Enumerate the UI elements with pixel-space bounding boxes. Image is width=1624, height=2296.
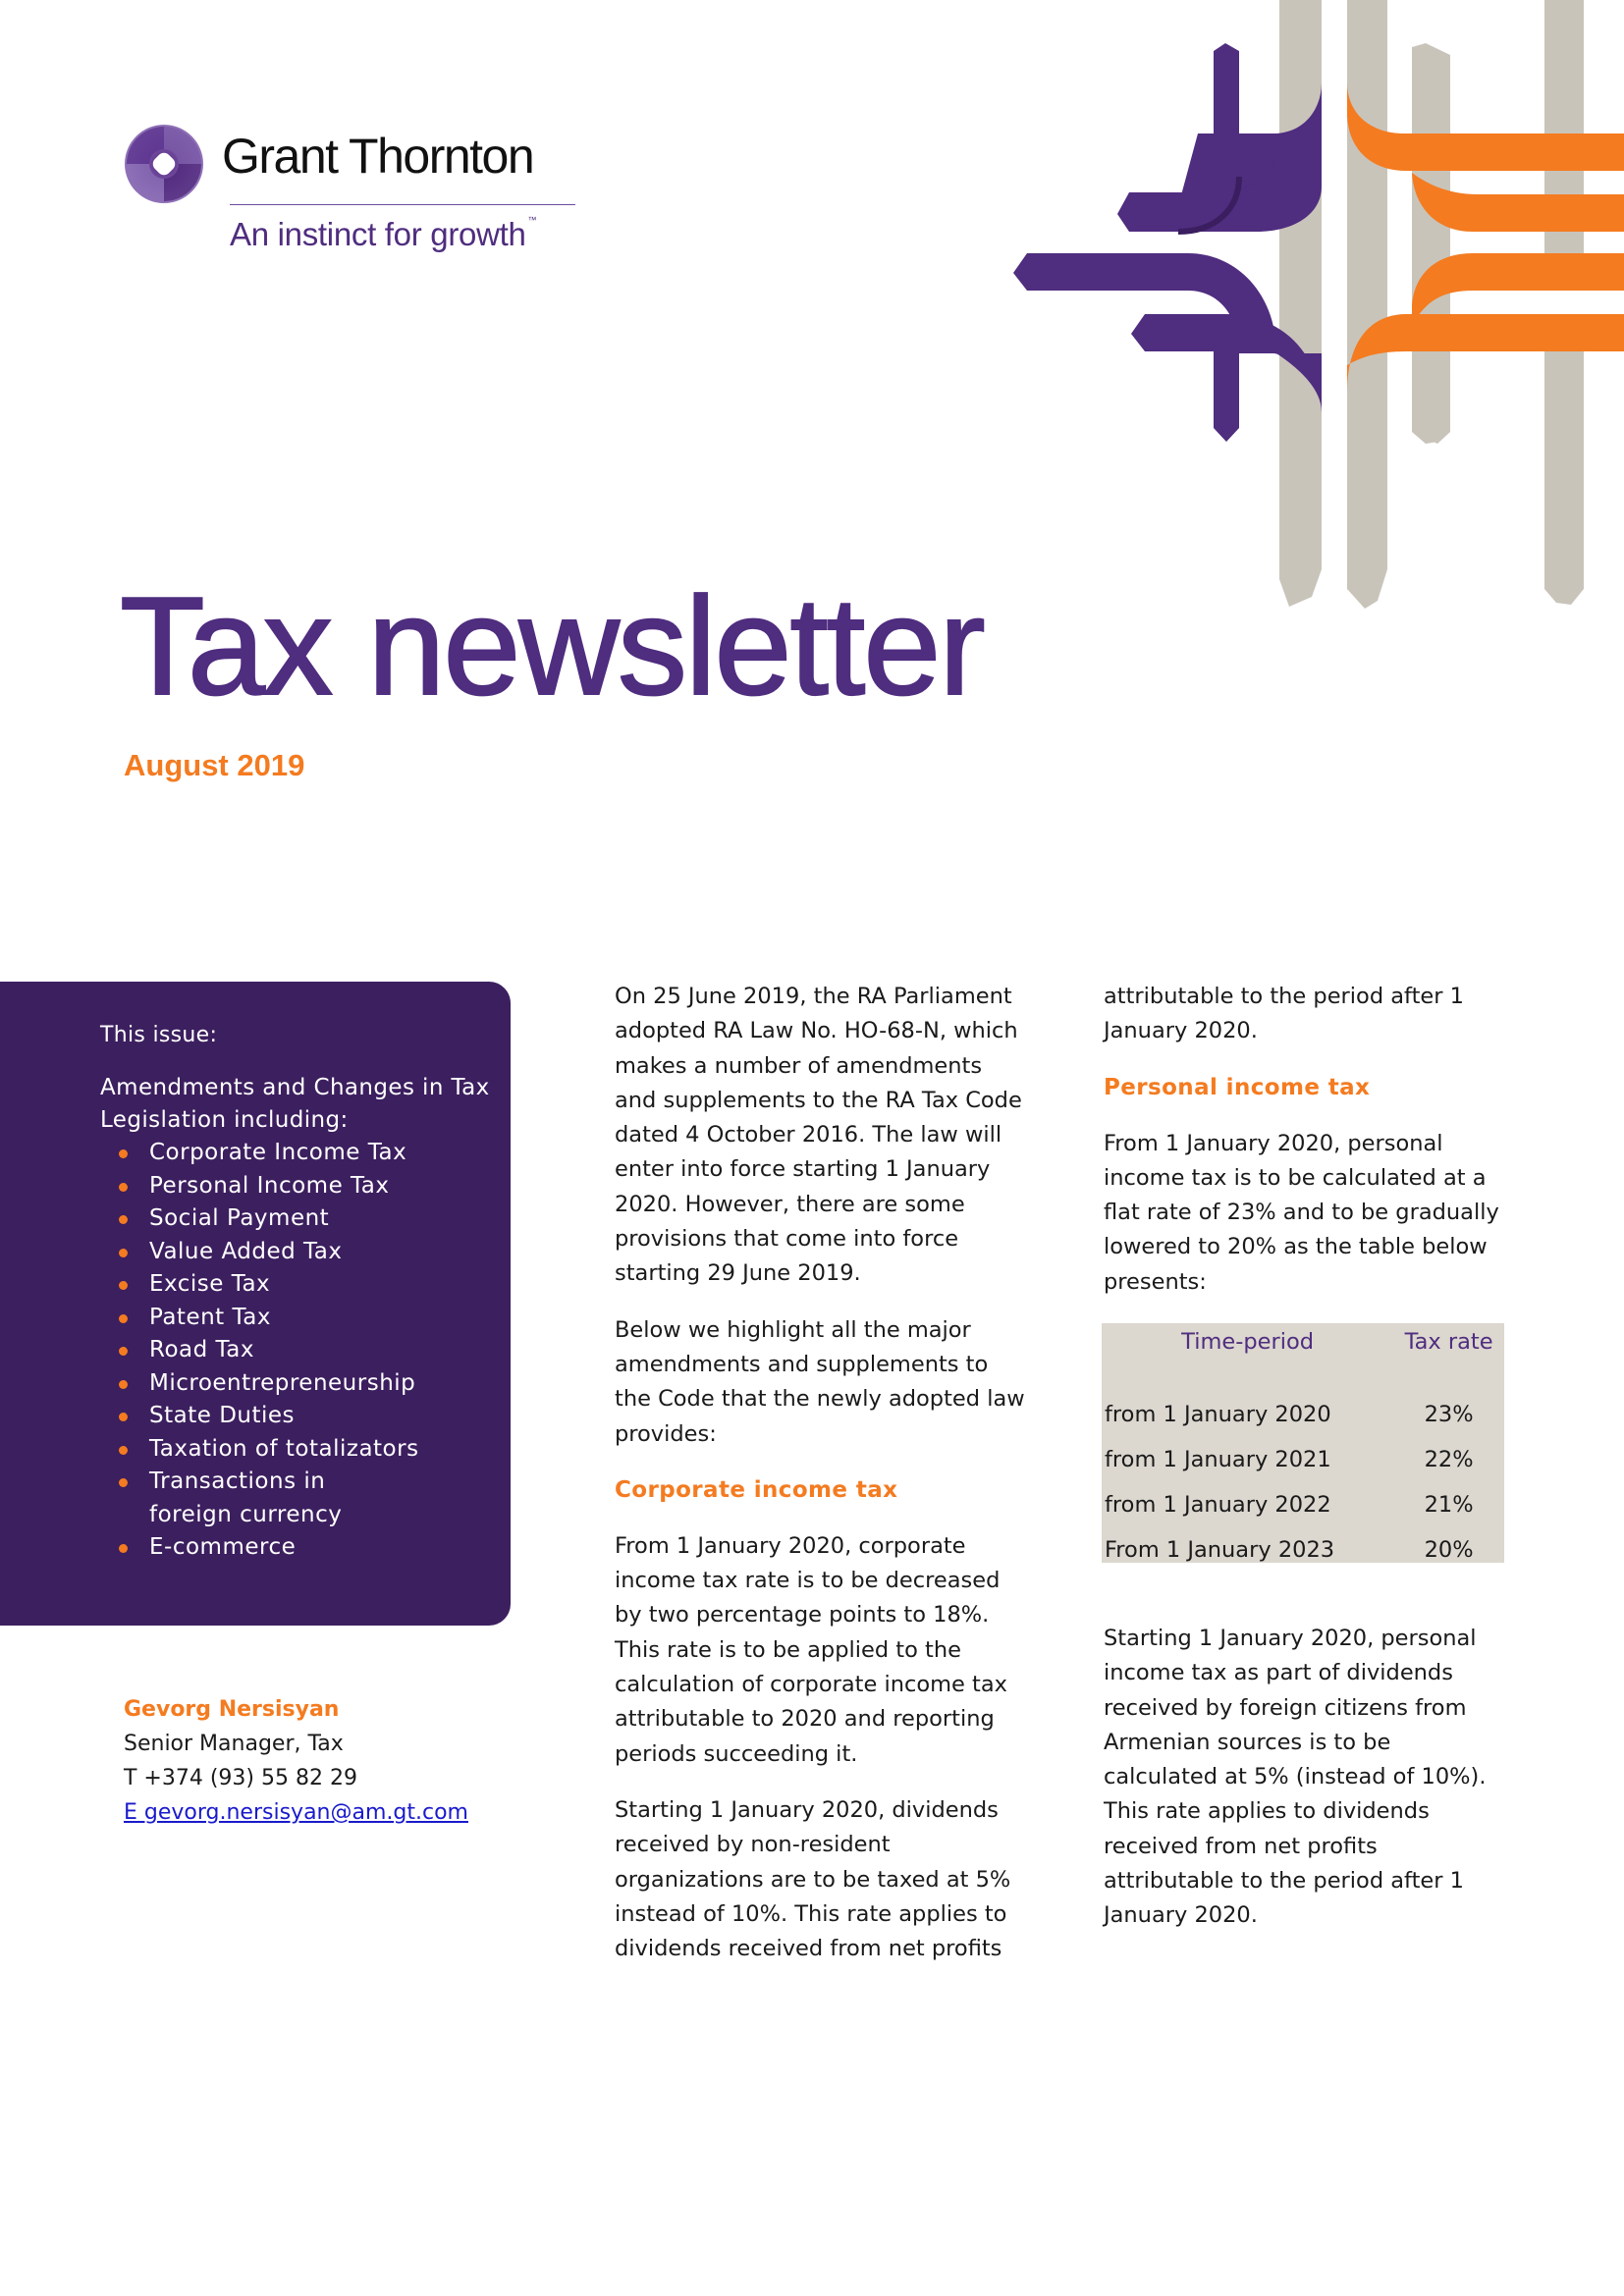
issue-topic-label: Microentrepreneurship bbox=[149, 1369, 416, 1396]
issue-topic bbox=[100, 1531, 511, 1565]
ribbon-graphic bbox=[1001, 0, 1624, 707]
table-row bbox=[1102, 1437, 1504, 1482]
issue-date: August 2019 bbox=[124, 748, 305, 782]
bullet-icon bbox=[119, 1281, 128, 1290]
corporate-income-tax-heading: Corporate income tax bbox=[615, 1476, 898, 1503]
bullet-icon bbox=[119, 1413, 128, 1421]
issue-topic-label: Transactions in foreign currency bbox=[149, 1468, 343, 1527]
contact-email-link[interactable]: E gevorg.nersisyan@am.gt.com bbox=[124, 1800, 468, 1825]
column-header-tax-rate: Tax rate bbox=[1404, 1329, 1493, 1355]
page-title: Tax newsletter bbox=[120, 568, 984, 724]
issue-topic bbox=[100, 1466, 414, 1531]
issue-topic bbox=[100, 1302, 511, 1335]
bullet-icon bbox=[119, 1215, 128, 1224]
issue-topic-label: Road Tax bbox=[149, 1337, 254, 1362]
brand-tagline bbox=[230, 215, 537, 252]
issue-topic bbox=[100, 1236, 511, 1269]
issue-topic bbox=[100, 1170, 511, 1203]
bullet-icon bbox=[119, 1347, 128, 1356]
tagline-text: An instinct for growth bbox=[230, 216, 526, 252]
issue-topic bbox=[100, 1202, 511, 1236]
grey-ribbons bbox=[1279, 0, 1584, 609]
rate-cell: 20% bbox=[1424, 1537, 1474, 1563]
rate-cell: 23% bbox=[1424, 1402, 1474, 1427]
trademark-symbol: ™ bbox=[527, 215, 537, 225]
table-row bbox=[1102, 1392, 1504, 1437]
contact-name: Gevorg Nersisyan bbox=[124, 1697, 340, 1722]
logo-divider bbox=[230, 204, 575, 205]
issue-topic bbox=[100, 1268, 511, 1302]
issue-topic bbox=[100, 1400, 511, 1433]
grant-thornton-logo bbox=[124, 124, 575, 261]
issue-topic-label: Corporate Income Tax bbox=[149, 1140, 407, 1165]
this-issue-title: This issue: bbox=[100, 1023, 218, 1047]
bullet-icon bbox=[119, 1249, 128, 1257]
this-issue-panel bbox=[0, 982, 511, 1626]
article-column-right-lower bbox=[1104, 1622, 1506, 1955]
bullet-icon bbox=[119, 1446, 128, 1455]
issue-topic-list bbox=[100, 1137, 511, 1565]
bullet-icon bbox=[119, 1478, 128, 1487]
contact-role: Senior Manager, Tax bbox=[124, 1732, 344, 1756]
purple-lower-ribbon bbox=[1013, 253, 1322, 442]
issue-topic-label: Patent Tax bbox=[149, 1304, 271, 1330]
period-cell: from 1 January 2022 bbox=[1105, 1492, 1331, 1518]
issue-topic-label: Personal Income Tax bbox=[149, 1172, 390, 1199]
issue-topic-label: Value Added Tax bbox=[149, 1238, 343, 1264]
table-row bbox=[1102, 1482, 1504, 1527]
issue-topic-label: E-commerce bbox=[149, 1534, 297, 1560]
column-header-time-period: Time-period bbox=[1181, 1329, 1315, 1355]
personal-paragraph-2: Starting 1 January 2020, personal income tax as part of dividends received by foreign citizens from Armenian sources is to be calculated at 5% (instead of 10%). This rate applies to dividends received from net profits attributable to the period after 1 January 2020. bbox=[1104, 1626, 1487, 1929]
issue-topic-label: State Duties bbox=[149, 1403, 296, 1428]
period-cell: from 1 January 2021 bbox=[1105, 1447, 1331, 1472]
personal-income-tax-rate-table bbox=[1102, 1323, 1504, 1563]
personal-income-tax-heading: Personal income tax bbox=[1104, 1074, 1371, 1100]
intro-paragraph: On 25 June 2019, the RA Parliament adopted RA Law No. HO-68-N, which makes a number of amendments and supplements to the RA Tax Code dated 4 October 2016. The law will enter into force starting 1 January 2020. However, there are some provisions that come into force starting 29 June 2019. bbox=[615, 984, 1022, 1287]
issue-topic bbox=[100, 1334, 511, 1367]
personal-paragraph-1: From 1 January 2020, personal income tax is to be calculated at a flat rate of 23% and to be gradually lowered to 20% as the table below presents: bbox=[1104, 1130, 1499, 1295]
issue-topic-label: Social Payment bbox=[149, 1205, 330, 1231]
bullet-icon bbox=[119, 1544, 128, 1553]
issue-topic bbox=[100, 1137, 511, 1170]
issue-topic bbox=[100, 1367, 511, 1401]
bullet-icon bbox=[119, 1380, 128, 1389]
bullet-icon bbox=[119, 1314, 128, 1323]
corporate-paragraph-2-continued: attributable to the period after 1 January 2020. bbox=[1104, 984, 1464, 1044]
table-row bbox=[1102, 1527, 1504, 1573]
period-cell: from 1 January 2020 bbox=[1105, 1402, 1331, 1427]
article-column-right bbox=[1104, 980, 1506, 1321]
swirl-logo-icon bbox=[124, 124, 204, 204]
this-issue-intro: Amendments and Changes in Tax Legislation including: bbox=[100, 1075, 490, 1133]
rate-cell: 22% bbox=[1424, 1447, 1474, 1472]
issue-topic-label: Excise Tax bbox=[149, 1271, 271, 1297]
contact-phone: T +374 (93) 55 82 29 bbox=[124, 1766, 357, 1790]
issue-topic bbox=[100, 1433, 511, 1467]
bullet-icon bbox=[119, 1149, 128, 1158]
article-column-middle bbox=[615, 980, 1027, 1988]
bullet-icon bbox=[119, 1183, 128, 1192]
contact-card bbox=[124, 1692, 468, 1830]
corporate-paragraph-2: Starting 1 January 2020, dividends received by non-resident organizations are to be taxed at 5% instead of 10%. This rate applies to dividends received from net profits bbox=[615, 1796, 1011, 1962]
rate-cell: 21% bbox=[1424, 1492, 1474, 1518]
issue-topic-label: Taxation of totalizators bbox=[149, 1435, 419, 1462]
brand-name: Grant Thornton bbox=[222, 129, 534, 184]
intro-paragraph-2: Below we highlight all the major amendments and supplements to the Code that the newly adopted law provides: bbox=[615, 1316, 1025, 1447]
period-cell: From 1 January 2023 bbox=[1105, 1537, 1335, 1563]
corporate-paragraph-1: From 1 January 2020, corporate income tax rate is to be decreased by two percentage points to 18%. This rate is to be applied to the calculation of corporate income tax attributable to 2020 and reporting periods succeeding it. bbox=[615, 1532, 1007, 1767]
